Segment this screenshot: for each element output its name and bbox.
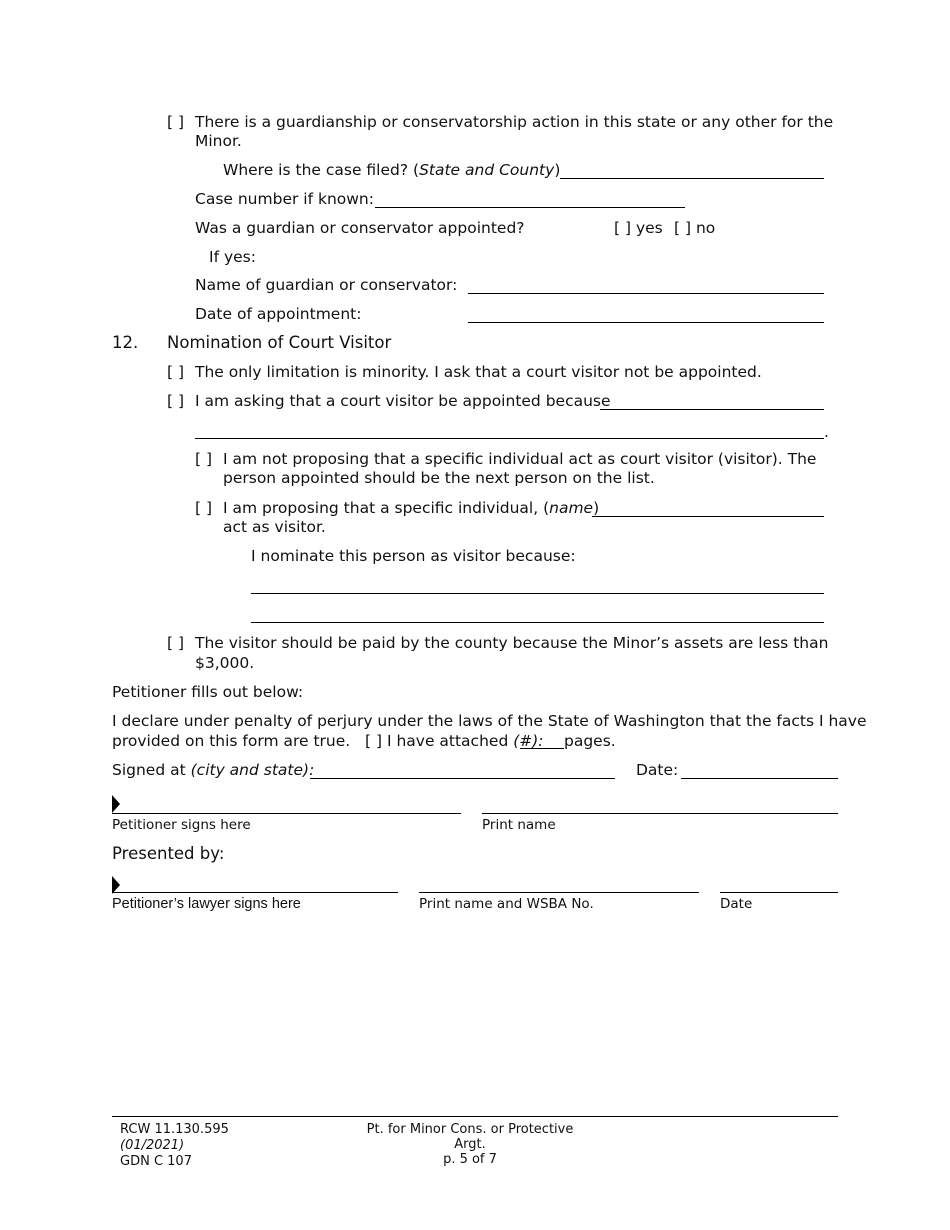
checkbox-proposing[interactable]: [ ] bbox=[195, 499, 213, 517]
wsba-label: Print name and WSBA No. bbox=[419, 896, 594, 912]
appointment-date-label: Date of appointment: bbox=[195, 305, 362, 323]
checkbox-guardianship-action[interactable]: [ ] bbox=[167, 113, 185, 131]
checkbox-no-visitor[interactable]: [ ] bbox=[167, 363, 185, 381]
case-filed-field[interactable] bbox=[560, 178, 824, 179]
petitioner-signs-label: Petitioner signs here bbox=[112, 817, 251, 833]
sign-here-arrow-icon bbox=[112, 795, 120, 813]
footer-title-line2: Argt. bbox=[454, 1137, 486, 1152]
footer-title-line1: Pt. for Minor Cons. or Protective bbox=[366, 1122, 574, 1137]
wsba-print-name-field[interactable] bbox=[419, 892, 699, 893]
checkbox-county-pays[interactable]: [ ] bbox=[167, 634, 185, 652]
attached-pages-field[interactable] bbox=[520, 748, 564, 749]
pages-label: pages. bbox=[564, 732, 616, 750]
appointed-yes-checkbox[interactable]: [ ] yes bbox=[614, 219, 663, 237]
lawyer-signature-field[interactable] bbox=[112, 892, 398, 893]
checkbox-visitor-appointed[interactable]: [ ] bbox=[167, 392, 185, 410]
county-pays-text: The visitor should be paid by the county because the Minor’s assets are less than bbox=[195, 634, 829, 652]
appointed-no-checkbox[interactable]: [ ] no bbox=[674, 219, 716, 237]
nominate-reason-field-2[interactable] bbox=[251, 622, 824, 623]
guardian-name-field[interactable] bbox=[468, 293, 824, 294]
guardianship-action-text: There is a guardianship or conservatorship action in this state or any other for the bbox=[195, 113, 834, 131]
petitioner-signature-field[interactable] bbox=[112, 813, 461, 814]
date-field[interactable] bbox=[681, 778, 838, 779]
visitor-appointed-text: I am asking that a court visitor be appointed because bbox=[195, 392, 611, 410]
case-number-field[interactable] bbox=[375, 207, 685, 208]
declaration-text-cont: provided on this form are true. [ ] I have attached (#): bbox=[112, 732, 544, 750]
footer-rcw: RCW 11.130.595 bbox=[120, 1122, 229, 1137]
footer-page: p. 5 of 7 bbox=[443, 1152, 497, 1167]
checkbox-attached[interactable]: [ ] I have attached bbox=[365, 732, 509, 750]
lawyer-date-label: Date bbox=[720, 896, 753, 912]
if-yes-label: If yes: bbox=[209, 248, 256, 266]
signed-at-field[interactable] bbox=[310, 778, 615, 779]
lawyer-date-field[interactable] bbox=[720, 892, 838, 893]
case-filed-label: Where is the case filed? (State and County) bbox=[223, 161, 561, 179]
not-proposing-text-cont: person appointed should be the next person on the list. bbox=[223, 469, 655, 487]
footer-rule bbox=[112, 1116, 838, 1117]
presented-by-heading: Presented by: bbox=[112, 844, 225, 863]
appointment-date-field[interactable] bbox=[468, 322, 824, 323]
nominate-reason-label: I nominate this person as visitor because: bbox=[251, 547, 576, 565]
petitioner-heading: Petitioner fills out below: bbox=[112, 683, 304, 701]
section-12-number: 12. bbox=[112, 333, 139, 352]
date-label: Date: bbox=[636, 761, 679, 779]
lawyer-signs-label: Petitioner’s lawyer signs here bbox=[112, 896, 301, 912]
visitor-reason-field-2[interactable] bbox=[195, 438, 824, 439]
proposed-visitor-name-field[interactable] bbox=[592, 516, 824, 517]
guardian-name-label: Name of guardian or conservator: bbox=[195, 276, 458, 294]
no-visitor-text: The only limitation is minority. I ask that a court visitor not be appointed. bbox=[195, 363, 762, 381]
county-pays-text-cont: $3,000. bbox=[195, 654, 255, 672]
footer-form-id: GDN C 107 bbox=[120, 1154, 192, 1169]
print-name-label: Print name bbox=[482, 817, 556, 833]
proposing-text: I am proposing that a specific individual, (name) bbox=[223, 499, 600, 517]
nominate-reason-field-1[interactable] bbox=[251, 593, 824, 594]
section-12-title: Nomination of Court Visitor bbox=[167, 333, 392, 352]
footer-revision: (01/2021) bbox=[120, 1138, 185, 1153]
not-proposing-text: I am not proposing that a specific individual act as court visitor (visitor). The bbox=[223, 450, 817, 468]
print-name-field[interactable] bbox=[482, 813, 838, 814]
declaration-text: I declare under penalty of perjury under the laws of the State of Washington that the facts I have bbox=[112, 712, 867, 730]
appointed-question: Was a guardian or conservator appointed? bbox=[195, 219, 525, 237]
signed-at-label: Signed at (city and state): bbox=[112, 761, 315, 779]
case-number-label: Case number if known: bbox=[195, 190, 374, 208]
checkbox-not-proposing[interactable]: [ ] bbox=[195, 450, 213, 468]
proposing-text-cont: act as visitor. bbox=[223, 518, 326, 536]
visitor-reason-period: . bbox=[824, 423, 829, 441]
guardianship-action-text-cont: Minor. bbox=[195, 132, 242, 150]
footer-title bbox=[350, 1122, 590, 1167]
visitor-reason-field[interactable] bbox=[600, 409, 824, 410]
